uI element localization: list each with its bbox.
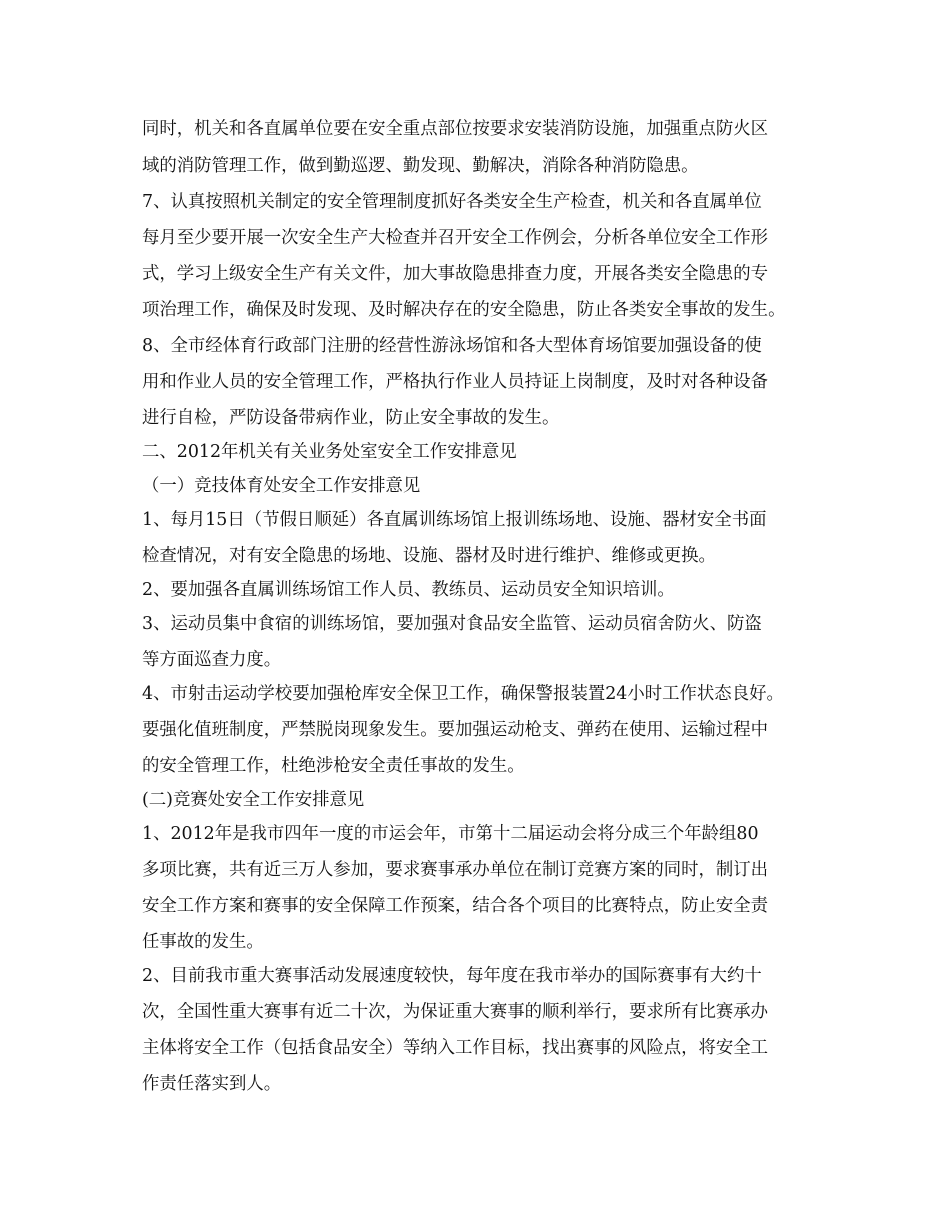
text-line: 2、要加强各直属训练场馆工作人员、教练员、运动员安全知识培训。 — [142, 580, 675, 600]
section-heading: 二、2012年机关有关业务处室安全工作安排意见 — [142, 442, 517, 462]
text-line: 式，学习上级安全生产有关文件，加大事故隐患排查力度，开展各类安全隐患的专 — [142, 264, 769, 284]
text-line: 检查情况，对有安全隐患的场地、设施、器材及时进行维护、维修或更换。 — [142, 546, 716, 566]
text-line: 4、市射击运动学校要加强枪库安全保卫工作，确保警报装置24小时工作状态良好。 — [142, 684, 784, 704]
text-line: 任事故的发生。 — [142, 932, 264, 952]
text-line: 3、运动员集中食宿的训练场馆，要加强对食品安全监管、运动员宿舍防火、防盗 — [142, 614, 762, 634]
text-line: 要强化值班制度，严禁脱岗现象发生。要加强运动枪支、弹药在使用、运输过程中 — [142, 720, 769, 740]
text-line: 用和作业人员的安全管理工作，严格执行作业人员持证上岗制度，及时对各种设备 — [142, 372, 769, 392]
subsection-heading: (二)竞赛处安全工作安排意见 — [142, 790, 365, 810]
text-line: 主体将安全工作（包括食品安全）等纳入工作目标，找出赛事的风险点，将安全工 — [142, 1038, 769, 1058]
text-line: 等方面巡查力度。 — [142, 650, 282, 670]
text-line: 8、全市经体育行政部门注册的经营性游泳场馆和各大型体育场馆要加强设备的使 — [142, 336, 762, 356]
text-line: 1、每月15日（节假日顺延）各直属训练场馆上报训练场地、设施、器材安全书面 — [142, 510, 767, 530]
text-line: 的安全管理工作，杜绝涉枪安全责任事故的发生。 — [142, 756, 525, 776]
text-line: 域的消防管理工作，做到勤巡逻、勤发现、勤解决，消除各种消防隐患。 — [142, 156, 699, 176]
text-line: 7、认真按照机关制定的安全管理制度抓好各类安全生产检查，机关和各直属单位 — [142, 192, 762, 212]
text-line: 安全工作方案和赛事的安全保障工作预案，结合各个项目的比赛特点，防止安全责 — [142, 896, 769, 916]
text-line: 项治理工作，确保及时发现、及时解决存在的安全隐患，防止各类安全事故的发生。 — [142, 300, 786, 320]
text-line: 2、目前我市重大赛事活动发展速度较快，每年度在我市举办的国际赛事有大约十 — [142, 966, 762, 986]
text-line: 进行自检，严防设备带病作业，防止安全事故的发生。 — [142, 408, 560, 428]
subsection-heading: （一）竞技体育处安全工作安排意见 — [142, 476, 421, 496]
text-line: 作责任落实到人。 — [142, 1074, 282, 1094]
text-line: 1、2012年是我市四年一度的市运会年，市第十二届运动会将分成三个年龄组80 — [142, 824, 759, 844]
text-line: 次，全国性重大赛事有近二十次，为保证重大赛事的顺利举行，要求所有比赛承办 — [142, 1002, 769, 1022]
text-line: 每月至少要开展一次安全生产大检查并召开安全工作例会，分析各单位安全工作形 — [142, 228, 769, 248]
text-line: 多项比赛，共有近三万人参加，要求赛事承办单位在制订竞赛方案的同时，制订出 — [142, 860, 769, 880]
text-line: 同时，机关和各直属单位要在安全重点部位按要求安装消防设施，加强重点防火区 — [142, 119, 769, 139]
